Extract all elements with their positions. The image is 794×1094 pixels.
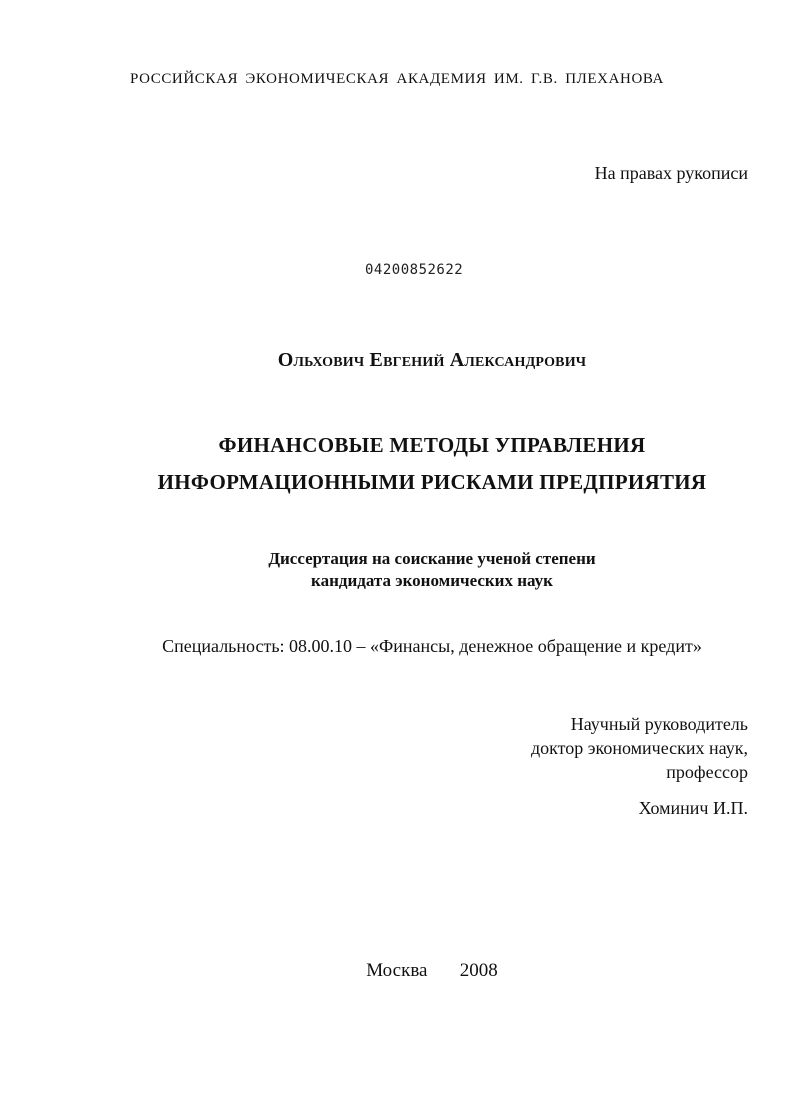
supervisor-block	[531, 712, 748, 784]
institution-heading: РОССИЙСКАЯ ЭКОНОМИЧЕСКАЯ АКАДЕМИЯ ИМ. Г.В. ПЛЕХАНОВА	[129, 71, 664, 87]
specialty: Специальность: 08.00.10 – «Финансы, денежное обращение и кредит»	[162, 636, 702, 656]
supervisor-degree: доктор экономических наук,	[531, 738, 748, 758]
supervisor-name: Хоминич И.П.	[638, 798, 748, 818]
supervisor-rank: профессор	[666, 762, 748, 782]
supervisor-role: Научный руководитель	[570, 714, 748, 734]
dissertation-line-1: Диссертация на соискание ученой степени	[268, 549, 596, 568]
title-line-2: ИНФОРМАЦИОННЫМИ РИСКАМИ ПРЕДПРИЯТИЯ	[157, 470, 707, 494]
author-name: Ольхович Евгений Александрович	[277, 349, 587, 371]
title-line-1: ФИНАНСОВЫЕ МЕТОДЫ УПРАВЛЕНИЯ	[218, 433, 646, 457]
dissertation-line-2: кандидата экономических наук	[311, 571, 553, 590]
manuscript-note: На правах рукописи	[594, 163, 748, 183]
registration-number: 04200852622	[365, 262, 464, 278]
city-year: Москва 2008	[366, 960, 498, 981]
